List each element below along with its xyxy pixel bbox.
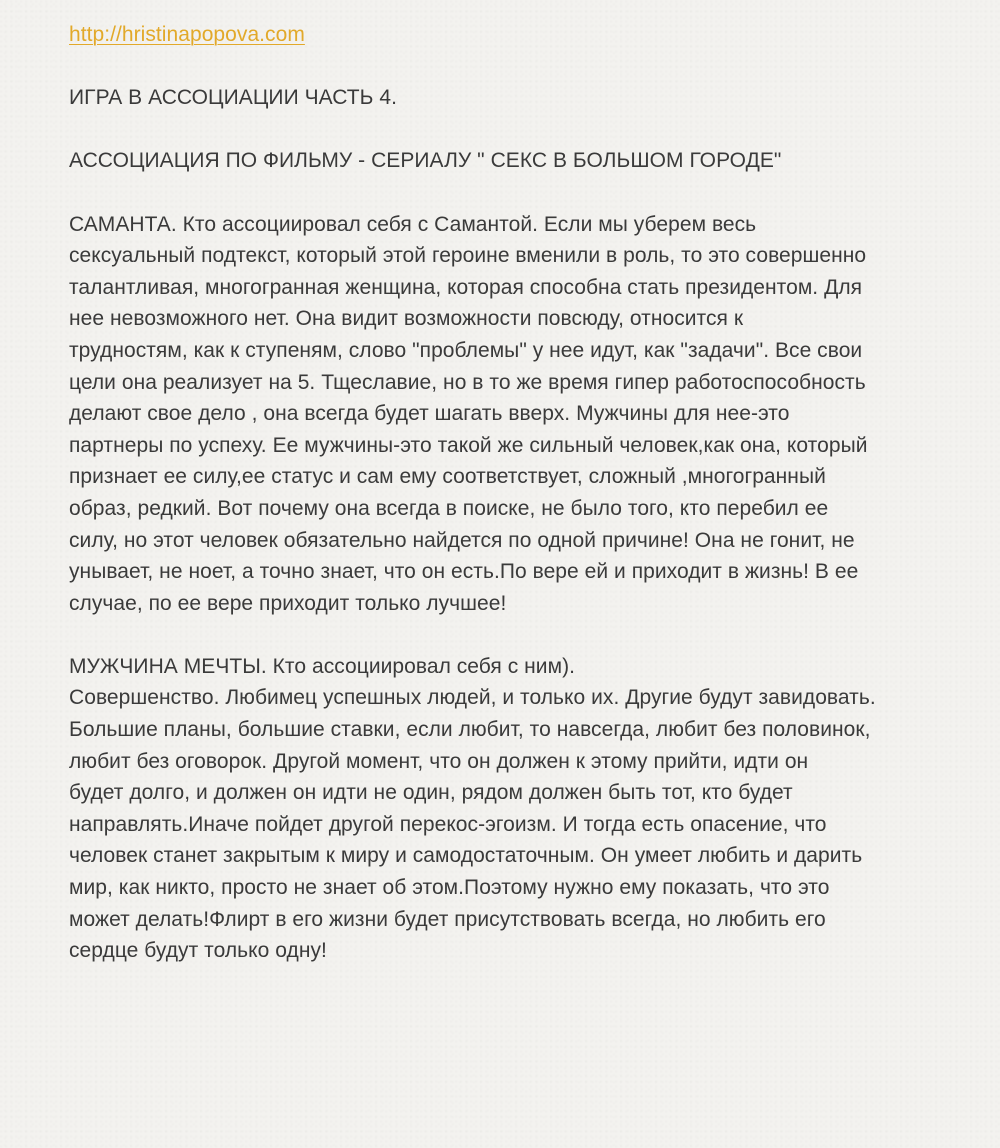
- paragraph-line: цели она реализует на 5. Тщеславие, но в то же время гипер работоспособность: [69, 370, 866, 394]
- blank-line: [69, 619, 969, 651]
- paragraph-line: может делать!Флирт в его жизни будет присутствовать всегда, но любить его: [69, 907, 826, 931]
- paragraph-line: делают свое дело , она всегда будет шагать вверх. Мужчины для нее-это: [69, 402, 790, 426]
- paragraph-line: сердце будут только одну!: [69, 939, 327, 963]
- paragraph-line: любит без оговорок. Другой момент, что он должен к этому прийти, идти он: [69, 749, 809, 773]
- paragraph-line: признает ее силу,ее статус и сам ему соответствует, сложный ,многогранный: [69, 465, 826, 489]
- paragraph-line: направлять.Иначе пойдет другой перекос-эгоизм. И тогда есть опасение, что: [69, 812, 827, 836]
- paragraph-line: сексуальный подтекст, который этой героине вменили в роль, то это совершенно: [69, 244, 867, 268]
- blank-line: [69, 114, 969, 146]
- paragraph-line: образ, редкий. Вот почему она всегда в поиске, не было того, кто перебил ее: [69, 496, 829, 520]
- paragraph-line: мир, как никто, просто не знает об этом.Поэтому нужно ему показать, что это: [69, 876, 830, 900]
- paragraph-line: силу, но этот человек обязательно найдется по одной причине! Она не гонит, не: [69, 528, 855, 552]
- paragraph-line: нее невозможного нет. Она видит возможности повсюду, относится к: [69, 307, 744, 331]
- note-title: ИГРА В АССОЦИАЦИИ ЧАСТЬ 4.: [69, 86, 397, 110]
- note-body: [69, 19, 969, 967]
- paragraph-line: унывает, не ноет, а точно знает, что он есть.По вере ей и приходит в жизнь! В ее: [69, 560, 859, 584]
- paragraph-line: человек станет закрытым к миру и самодостаточным. Он умеет любить и дарить: [69, 844, 863, 868]
- dream-man-paragraph: [69, 651, 969, 967]
- paragraph-line: случае, по ее вере приходит только лучшее!: [69, 591, 507, 615]
- paragraph-line: трудностям, как к ступеням, слово "проблемы" у нее идут, как "задачи". Все свои: [69, 338, 863, 362]
- paragraph-line: будет долго, и должен он идти не один, рядом должен быть тот, кто будет: [69, 781, 793, 805]
- paragraph-line: Большие планы, большие ставки, если любит, то навсегда, любит без половинок,: [69, 718, 871, 742]
- note-subtitle: АССОЦИАЦИЯ ПО ФИЛЬМУ - СЕРИАЛУ " СЕКС В БОЛЬШОМ ГОРОДЕ": [69, 149, 782, 173]
- paragraph-line: САМАНТА. Кто ассоциировал себя с Самантой. Если мы уберем весь: [69, 212, 757, 236]
- paragraph-line: партнеры по успеху. Ее мужчины-это такой же сильный человек,как она, который: [69, 433, 868, 457]
- paragraph-line: талантливая, многогранная женщина, которая способна стать президентом. Для: [69, 275, 863, 299]
- paragraph-line: МУЖЧИНА МЕЧТЫ. Кто ассоциировал себя с ним).: [69, 654, 576, 678]
- website-link[interactable]: http://hristinapopova.com: [69, 23, 305, 46]
- paragraph-line: Совершенство. Любимец успешных людей, и только их. Другие будут завидовать.: [69, 686, 876, 710]
- blank-line: [69, 51, 969, 83]
- samantha-paragraph: [69, 209, 969, 620]
- blank-line: [69, 177, 969, 209]
